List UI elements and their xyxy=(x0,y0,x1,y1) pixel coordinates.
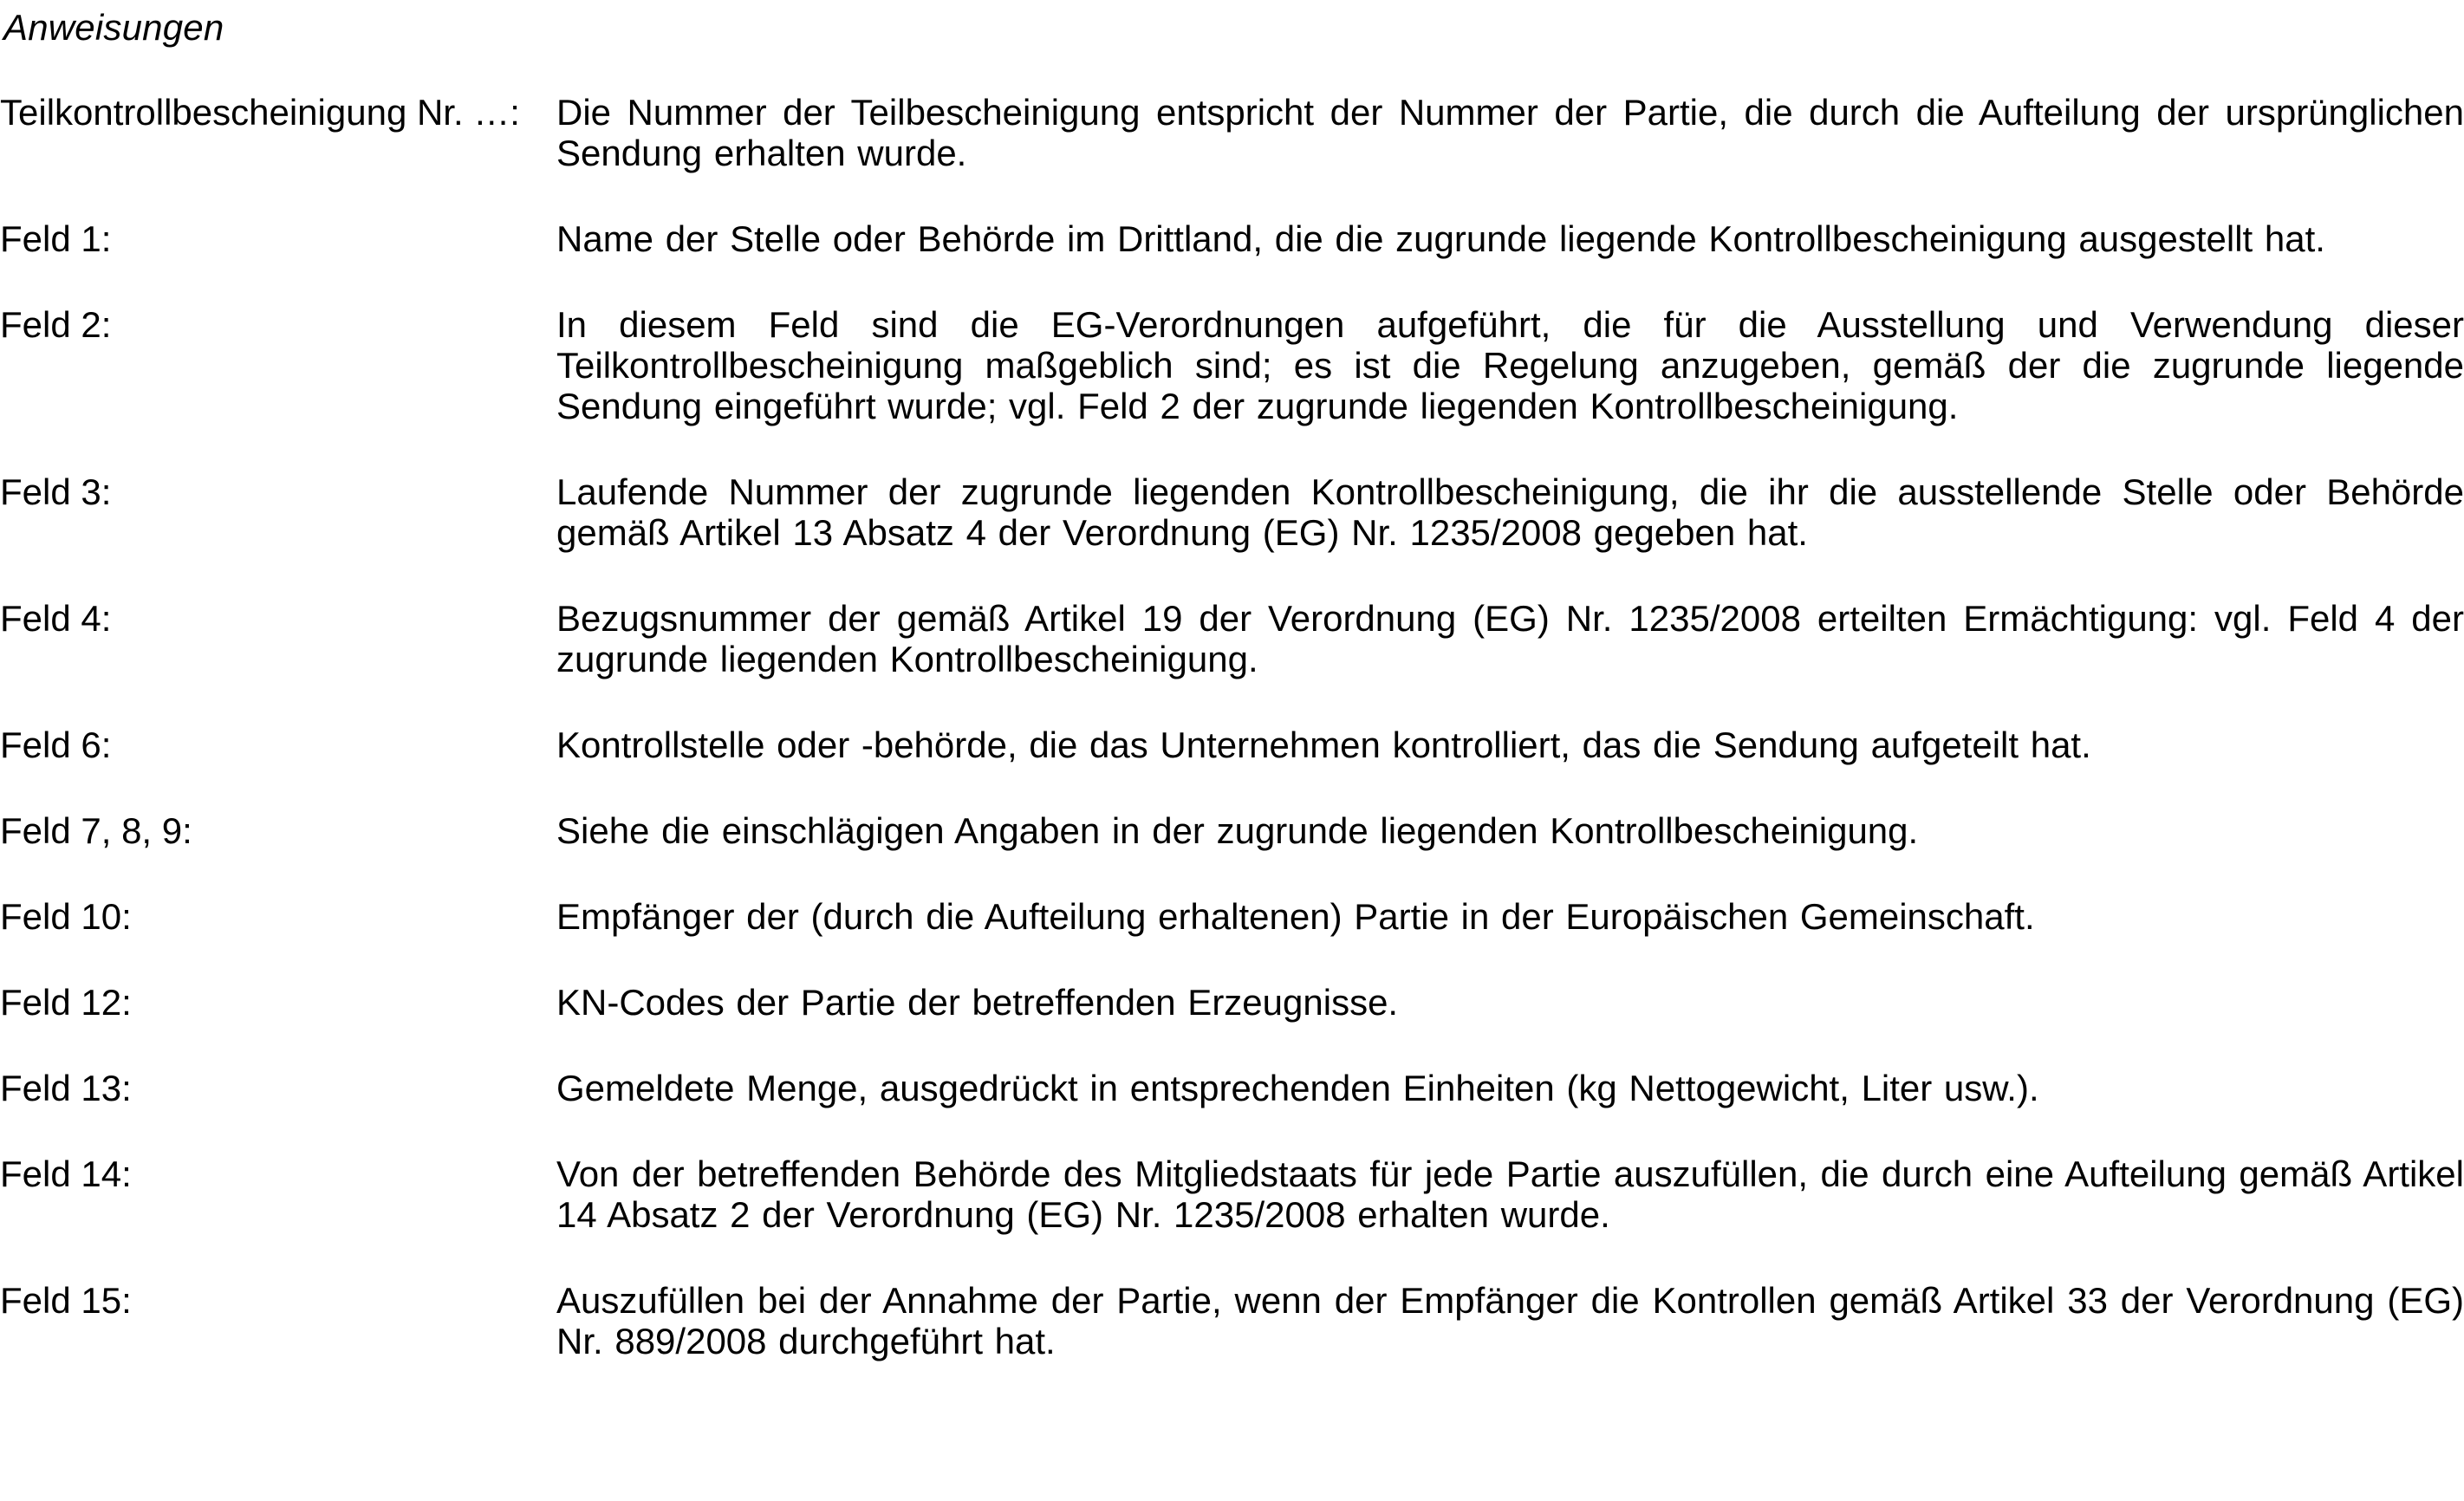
instruction-entry xyxy=(0,982,2464,1023)
entry-label: Teilkontrollbescheinigung Nr. …: xyxy=(0,92,520,133)
entry-text: Die Nummer der Teilbescheinigung entspricht der Nummer der Partie, die durch die Aufteilung der ursprünglichen Sendung erhalten wurde. xyxy=(556,92,2464,173)
entry-label: Feld 1: xyxy=(0,218,112,259)
instruction-entry xyxy=(0,92,2464,173)
entry-label: Feld 10: xyxy=(0,896,132,937)
entry-label: Feld 3: xyxy=(0,471,112,512)
entry-label: Feld 6: xyxy=(0,725,112,765)
instruction-entry xyxy=(0,471,2464,553)
entry-text: Kontrollstelle oder -behörde, die das Unternehmen kontrolliert, das die Sendung aufgeteilt hat. xyxy=(556,725,2091,765)
entry-text: Gemeldete Menge, ausgedrückt in entsprechenden Einheiten (kg Nettogewicht, Liter usw.). xyxy=(556,1068,2039,1108)
instruction-entry xyxy=(0,1280,2464,1361)
instruction-entry xyxy=(0,1153,2464,1235)
instruction-entry xyxy=(0,304,2464,426)
entry-text: KN-Codes der Partie der betreffenden Erzeugnisse. xyxy=(556,982,1399,1023)
entry-label: Feld 14: xyxy=(0,1153,132,1194)
entry-text: Bezugsnummer der gemäß Artikel 19 der Verordnung (EG) Nr. 1235/2008 erteilten Ermächtigung: vgl. Feld 4 der zugrunde liegenden Kontrollbescheinigung. xyxy=(556,598,2464,679)
entry-label: Feld 7, 8, 9: xyxy=(0,810,192,851)
instruction-entry xyxy=(0,1068,2464,1108)
entry-label: Feld 12: xyxy=(0,982,132,1023)
entry-text: In diesem Feld sind die EG-Verordnungen aufgeführt, die für die Ausstellung und Verwendung dieser Teilkontrollbescheinigung maßgeblich sind; es ist die Regelung anzugeben, gemäß der die zugrunde liegende Sendung eingeführt wurde; vgl. Feld 2 der zugrunde liegenden Kontrollbescheinigung. xyxy=(556,304,2464,426)
entry-text: Auszufüllen bei der Annahme der Partie, wenn der Empfänger die Kontrollen gemäß Artikel 33 der Verordnung (EG) Nr. 889/2008 durchgeführt hat. xyxy=(556,1280,2464,1361)
instruction-entry xyxy=(0,896,2464,937)
entry-text: Empfänger der (durch die Aufteilung erhaltenen) Partie in der Europäischen Gemeinschaft. xyxy=(556,896,2035,937)
entry-label: Feld 4: xyxy=(0,598,112,639)
instruction-entry xyxy=(0,810,2464,851)
entry-label: Feld 15: xyxy=(0,1280,132,1321)
document-heading: Anweisungen xyxy=(3,7,224,48)
entry-text: Laufende Nummer der zugrunde liegenden Kontrollbescheinigung, die ihr die ausstellende Stelle oder Behörde gemäß Artikel 13 Absatz 4 der Verordnung (EG) Nr. 1235/2008 gegeben hat. xyxy=(556,471,2464,553)
instruction-list xyxy=(0,92,2464,1407)
entry-label: Feld 13: xyxy=(0,1068,132,1108)
instruction-entry xyxy=(0,218,2464,259)
instruction-entry xyxy=(0,725,2464,765)
instruction-entry xyxy=(0,598,2464,679)
entry-text: Name der Stelle oder Behörde im Drittland, die die zugrunde liegende Kontrollbescheinigung ausgestellt hat. xyxy=(556,218,2325,259)
entry-text: Siehe die einschlägigen Angaben in der zugrunde liegenden Kontrollbescheinigung. xyxy=(556,810,1919,851)
entry-text: Von der betreffenden Behörde des Mitgliedstaats für jede Partie auszufüllen, die durch eine Aufteilung gemäß Artikel 14 Absatz 2 der Verordnung (EG) Nr. 1235/2008 erhalten wurde. xyxy=(556,1153,2464,1235)
entry-label: Feld 2: xyxy=(0,304,112,345)
